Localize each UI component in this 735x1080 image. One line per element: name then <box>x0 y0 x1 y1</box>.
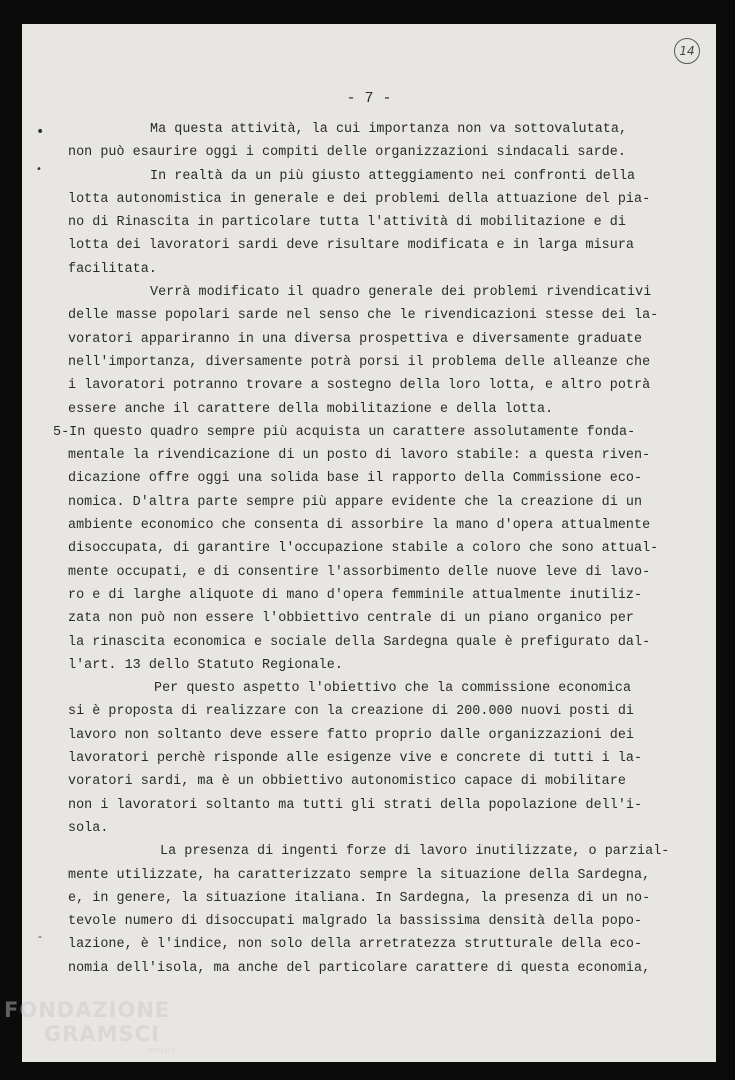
text-line: si è proposta di realizzare con la creazione di 200.000 nuovi posti di <box>68 704 634 720</box>
text-line: nomica. D'altra parte sempre più appare evidente che la creazione di un <box>68 494 643 510</box>
text-line: mente occupati, e di consentire l'assorbimento delle nuove leve di lavo- <box>68 564 651 580</box>
text-line: mente utilizzate, ha caratterizzato sempre la situazione della Sardegna, <box>68 867 651 883</box>
text-line: Verrà modificato il quadro generale dei problemi rivendicativi <box>150 285 652 301</box>
text-line: non i lavoratori soltanto ma tutti gli strati della popolazione dell'i- <box>68 797 643 813</box>
watermark-line2: GRAMSCI <box>44 1022 160 1046</box>
document-page <box>22 24 716 1062</box>
text-line: non può esaurire oggi i compiti delle organizzazioni sindacali sarde. <box>68 145 626 161</box>
text-line: disoccupata, di garantire l'occupazione stabile a coloro che sono attual- <box>68 541 659 557</box>
text-line: delle masse popolari sarde nel senso che le rivendicazioni stesse dei la- <box>68 308 659 324</box>
text-line: nell'importanza, diversamente potrà porsi il problema delle alleanze che <box>68 354 651 370</box>
typed-text-body <box>53 118 670 980</box>
text-line: no di Rinascita in particolare tutta l'attività di mobilitazione e di <box>68 215 626 231</box>
text-line: Per questo aspetto l'obiettivo che la commissione economica <box>154 681 632 697</box>
text-line: 5-In questo quadro sempre più acquista un carattere assolutamente fonda- <box>53 424 636 440</box>
watermark-sub: onlus <box>148 1046 178 1056</box>
text-line: i lavoratori potranno trovare a sostegno della loro lotta, e altro potrà <box>68 378 651 394</box>
text-line: e, in genere, la situazione italiana. In Sardegna, la presenza di un no- <box>68 890 651 906</box>
text-line: facilitata. <box>68 261 157 277</box>
margin-mark: - <box>38 930 42 943</box>
page-number: - 7 - <box>346 90 392 107</box>
watermark-logo <box>4 998 204 1056</box>
text-line: In realtà da un più giusto atteggiamento nei confronti della <box>150 168 636 184</box>
text-line: essere anche il carattere della mobilitazione e della lotta. <box>68 401 554 417</box>
text-line: ro e di larghe aliquote di mano d'opera femminile attualmente inutiliz- <box>68 587 643 603</box>
text-line: sola. <box>68 820 109 836</box>
text-line: lotta dei lavoratori sardi deve risultare modificata e in larga misura <box>68 238 634 254</box>
text-line: lazione, è l'indice, non solo della arretratezza strutturale della eco- <box>68 937 643 953</box>
text-line: la rinascita economica e sociale della Sardegna quale è prefigurato dal- <box>68 634 651 650</box>
watermark-line1: FONDAZIONE <box>4 998 171 1022</box>
text-line: voratori appariranno in una diversa prospettiva e diversamente graduate <box>68 331 643 347</box>
text-line: tevole numero di disoccupati malgrado la bassissima densità della popo- <box>68 914 643 930</box>
archive-stamp: 14 <box>674 38 700 64</box>
text-line: lotta autonomistica in generale e dei problemi della attuazione del pia- <box>68 191 651 207</box>
text-line: voratori sardi, ma è un obbiettivo autonomistico capace di mobilitare <box>68 774 626 790</box>
text-line: zata non può non essere l'obbiettivo centrale di un piano organico per <box>68 611 634 627</box>
text-line: lavoratori perchè risponde alle esigenze vive e concrete di tutti i la- <box>68 751 643 767</box>
text-line: mentale la rivendicazione di un posto di lavoro stabile: a questa riven- <box>68 448 651 464</box>
text-line: l'art. 13 dello Statuto Regionale. <box>68 657 343 673</box>
text-line: dicazione offre oggi una solida base il rapporto della Commissione eco- <box>68 471 643 487</box>
text-line: lavoro non soltanto deve essere fatto proprio dalle organizzazioni dei <box>68 727 634 743</box>
text-line: nomia dell'isola, ma anche del particolare carattere di questa economia, <box>68 960 651 976</box>
text-line: Ma questa attività, la cui importanza non va sottovalutata, <box>150 122 628 137</box>
text-line: La presenza di ingenti forze di lavoro inutilizzate, o parzial- <box>160 844 670 860</box>
text-line: ambiente economico che consenta di assorbire la mano d'opera attualmente <box>68 518 651 534</box>
margin-mark: • <box>36 124 45 140</box>
margin-mark: • <box>36 164 42 175</box>
